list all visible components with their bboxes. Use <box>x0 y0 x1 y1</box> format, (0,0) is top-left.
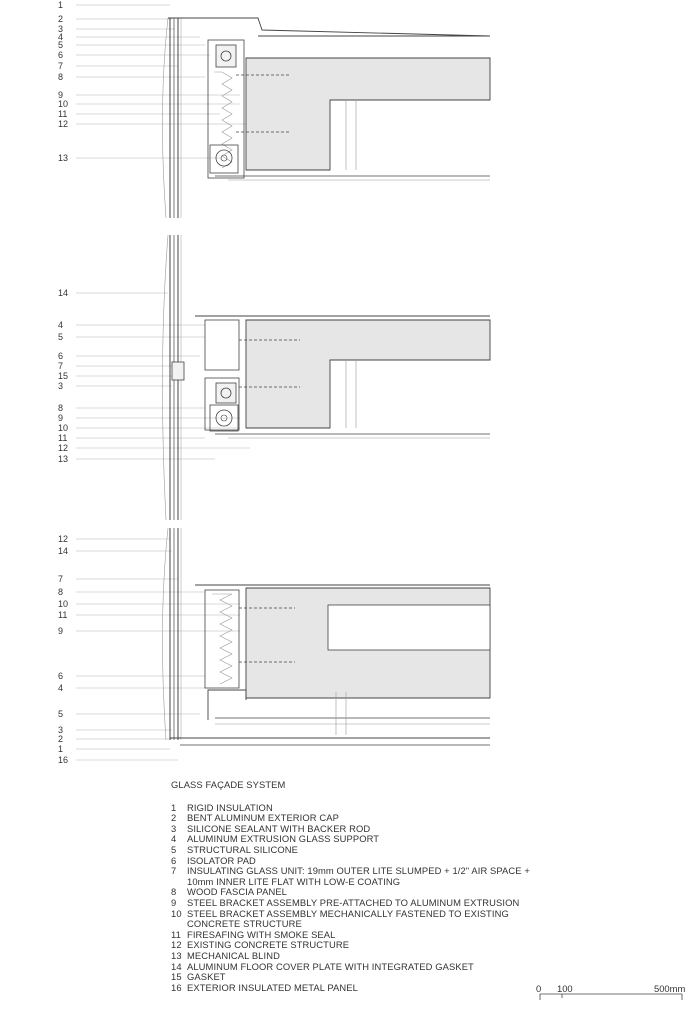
callout-number: 10 <box>58 599 69 609</box>
insulation-hatch <box>212 594 232 684</box>
legend-item <box>171 951 551 962</box>
legend-item <box>171 866 551 887</box>
callout-number: 9 <box>58 413 64 423</box>
concrete-slab <box>246 320 490 428</box>
steel-bracket <box>216 45 236 67</box>
callout-number: 6 <box>58 50 64 60</box>
legend-item-number: 10 <box>171 907 182 919</box>
slumped-glass-curve <box>162 235 168 520</box>
steel-bracket <box>216 383 236 403</box>
legend-item-text: ALUMINUM EXTRUSION GLASS SUPPORT <box>187 833 380 845</box>
legend-item-text: WOOD FASCIA PANEL <box>187 886 287 898</box>
callout-number: 7 <box>58 574 64 584</box>
scale-label: 0 <box>536 983 542 994</box>
callout-number: 3 <box>58 725 64 735</box>
legend-item-number: 3 <box>171 822 177 834</box>
legend-item-number: 8 <box>171 886 177 898</box>
legend-item-number: 15 <box>171 971 182 983</box>
legend-item-text: RIGID INSULATION <box>187 801 273 813</box>
callout-number: 4 <box>58 683 64 693</box>
legend-item-number: 1 <box>171 801 177 813</box>
legend-item-text: EXTERIOR INSULATED METAL PANEL <box>187 981 358 993</box>
callout-number: 8 <box>58 587 64 597</box>
legend-item-text: STEEL BRACKET ASSEMBLY PRE-ATTACHED TO ALUMINUM EXTRUSION <box>187 896 520 908</box>
callout-group <box>58 288 250 464</box>
legend-item-number: 2 <box>171 812 177 824</box>
floor-section <box>162 235 490 520</box>
insulation-hatch <box>214 72 232 168</box>
callout-number: 2 <box>58 734 64 744</box>
scale-label: 100 <box>557 983 573 994</box>
callout-number: 8 <box>58 403 64 413</box>
callout-number: 11 <box>58 610 68 620</box>
legend-item-number: 16 <box>171 981 182 993</box>
legend-item-number: 6 <box>171 854 177 866</box>
callout-number: 10 <box>58 423 69 433</box>
legend-item-text: STEEL BRACKET ASSEMBLY MECHANICALLY FASTENED TO EXISTING CONCRETE STRUCTURE <box>187 907 509 930</box>
glass-support-extrusion <box>208 690 246 720</box>
legend-item-number: 12 <box>171 939 182 951</box>
callout-number: 13 <box>58 454 69 464</box>
callout-number: 6 <box>58 351 64 361</box>
legend-item-number: 14 <box>171 960 182 972</box>
callout-group <box>58 534 240 765</box>
legend-item-number: 7 <box>171 865 177 877</box>
callout-number: 6 <box>58 671 64 681</box>
legend-item-text: GASKET <box>187 971 226 983</box>
legend-item-number: 9 <box>171 896 177 908</box>
callout-number: 3 <box>58 24 64 34</box>
legend-item <box>171 983 551 994</box>
legend-item-text: MECHANICAL BLIND <box>187 949 280 961</box>
legend-list <box>171 803 551 994</box>
callout-number: 11 <box>58 109 68 119</box>
callout-number: 8 <box>58 72 64 82</box>
callout-number: 4 <box>58 32 64 42</box>
roof-cap <box>168 18 490 36</box>
legend-item-number: 11 <box>171 928 181 940</box>
legend-item-number: 13 <box>171 949 182 961</box>
callout-group <box>58 0 250 163</box>
legend-title: GLASS FAÇADE SYSTEM <box>171 779 286 790</box>
callout-number: 11 <box>58 433 68 443</box>
callout-number: 9 <box>58 90 64 100</box>
legend-item-text: EXISTING CONCRETE STRUCTURE <box>187 939 350 951</box>
callout-number: 5 <box>58 40 64 50</box>
legend-item-number: 5 <box>171 843 177 855</box>
scale-label: 500mm <box>654 983 686 994</box>
insulation-zone-upper <box>205 320 239 370</box>
glass-joint <box>172 362 184 380</box>
callout-number: 9 <box>58 626 64 636</box>
callout-number: 10 <box>58 99 69 109</box>
mechanical-blind-box <box>210 145 238 173</box>
callout-number: 7 <box>58 361 64 371</box>
callout-number: 13 <box>58 153 69 163</box>
callout-number: 3 <box>58 381 64 391</box>
legend-item-text: ISOLATOR PAD <box>187 854 256 866</box>
legend-item <box>171 898 551 909</box>
floor-section <box>162 18 490 218</box>
legend-item <box>171 845 551 856</box>
legend-item-text: BENT ALUMINUM EXTERIOR CAP <box>187 812 339 824</box>
legend-item-text: INSULATING GLASS UNIT: 19mm OUTER LITE SLUMPED + 1/2" AIR SPACE + 10mm INNER LITE FLAT WITH LOW-E COATING <box>187 865 530 887</box>
legend-item-text: STRUCTURAL SILICONE <box>187 843 298 855</box>
slab-void <box>328 605 490 650</box>
slumped-glass-curve <box>162 528 168 740</box>
floor-section <box>162 528 490 745</box>
legend-item-text: ALUMINUM FLOOR COVER PLATE WITH INTEGRATED GASKET <box>187 960 474 972</box>
callout-number: 16 <box>58 755 69 765</box>
callout-number: 12 <box>58 119 69 129</box>
legend <box>171 780 551 993</box>
callout-number: 5 <box>58 332 64 342</box>
callout-number: 1 <box>58 0 64 10</box>
callout-number: 12 <box>58 534 69 544</box>
legend-item <box>171 962 551 973</box>
callout-number: 1 <box>58 744 64 754</box>
callout-number: 12 <box>58 443 69 453</box>
legend-item-text: FIRESAFING WITH SMOKE SEAL <box>187 928 336 940</box>
callout-number: 2 <box>58 14 64 24</box>
scale-bar <box>530 982 700 1012</box>
callout-number: 7 <box>58 61 64 71</box>
callout-number: 15 <box>58 371 69 381</box>
callout-number: 4 <box>58 320 64 330</box>
legend-item-text: SILICONE SEALANT WITH BACKER ROD <box>187 822 371 834</box>
callout-number: 14 <box>58 288 69 298</box>
slumped-glass-curve <box>162 18 168 218</box>
legend-item-number: 4 <box>171 833 177 845</box>
legend-item <box>171 909 551 930</box>
callout-number: 14 <box>58 546 69 556</box>
callout-number: 5 <box>58 709 64 719</box>
